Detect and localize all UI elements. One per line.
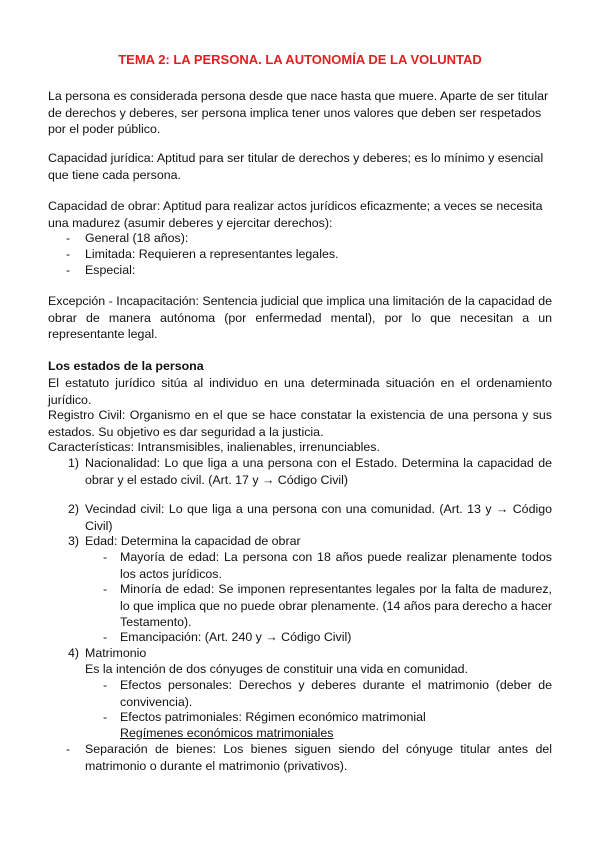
- list-marker: -: [66, 231, 71, 245]
- list-marker: -: [103, 710, 108, 724]
- list-marker: -: [103, 630, 108, 644]
- paragraph-capacidad-juridica: Capacidad jurídica: Aptitud para ser titular de derechos y deberes; es lo mínimo y esencial que tiene cada persona.: [48, 151, 544, 182]
- list-marker: -: [103, 582, 108, 596]
- list-item-text: Separación de bienes: Los bienes siguen siendo del cónyuge titular antes del matrimonio o durante el matrimonio (privativos).: [85, 742, 552, 773]
- list-item-text: Especial:: [85, 263, 136, 277]
- list-marker: -: [66, 263, 71, 277]
- list-item-text: Limitada: Requieren a representantes legales.: [85, 247, 339, 261]
- list-number: 3): [68, 534, 80, 548]
- paragraph-caracteristicas: Características: Intransmisibles, inalienables, irrenunciables.: [48, 440, 380, 454]
- list-item-text: Emancipación: (Art. 240 y → Código Civil): [120, 630, 352, 644]
- list-number: 1): [68, 456, 80, 470]
- paragraph-capacidad-obrar: Capacidad de obrar: Aptitud para realizar actos jurídicos eficazmente; a veces se necesita una madurez (asumir deberes y ejercitar derechos):: [48, 199, 543, 230]
- list-item-text: Efectos patrimoniales: Régimen económico matrimonial: [120, 710, 426, 724]
- list-item-text: General (18 años):: [85, 231, 189, 245]
- regimenes-heading: Regímenes económicos matrimoniales: [120, 726, 334, 740]
- list-item-text: Nacionalidad: Lo que liga a una persona con el Estado. Determina la capacidad de obrar y el estado civil. (Art. 17 y → Código Civil): [85, 456, 552, 487]
- paragraph-intro: La persona es considerada persona desde que nace hasta que muere. Aparte de ser titular de derechos y deberes, ser persona implica tener unos valores que deben ser respetados por el poder público.: [48, 89, 549, 137]
- paragraph-excepcion: Excepción - Incapacitación: Sentencia judicial que implica una limitación de la capacidad de obrar de manera autónoma (por enfermedad mental), por lo que necesitan a un representante legal.: [48, 294, 552, 342]
- list-number: 2): [68, 502, 80, 516]
- list-item-text: Mayoría de edad: La persona con 18 años puede realizar plenamente todos los actos jurídicos.: [120, 550, 552, 581]
- list-marker: -: [103, 550, 108, 564]
- list-item-text: Vecindad civil: Lo que liga a una persona con una comunidad. (Art. 13 y → Código Civil): [85, 502, 552, 533]
- matrimonio-intro: Es la intención de dos cónyuges de constituir una vida en comunidad.: [85, 662, 468, 676]
- paragraph-registro: Registro Civil: Organismo en el que se hace constatar la existencia de una persona y sus estados. Su objetivo es dar seguridad a la justicia.: [48, 408, 552, 439]
- list-marker: -: [103, 678, 108, 692]
- list-number: 4): [68, 646, 80, 660]
- list-item-text: Minoría de edad: Se imponen representantes legales por la falta de madurez, lo que implica que no puede obrar plenamente. (14 años para derecho a hacer Testamento).: [120, 582, 552, 630]
- list-item-text: Matrimonio: [85, 646, 147, 660]
- document-title: TEMA 2: LA PERSONA. LA AUTONOMÍA DE LA VOLUNTAD: [118, 52, 482, 67]
- paragraph-estatuto: El estatuto jurídico sitúa al individuo en una determinada situación en el ordenamiento jurídico.: [48, 376, 552, 407]
- list-item-text: Efectos personales: Derechos y deberes durante el matrimonio (deber de convivencia).: [120, 678, 552, 709]
- section-heading: Los estados de la persona: [48, 359, 204, 373]
- list-marker: -: [66, 247, 71, 261]
- list-marker: -: [66, 742, 71, 756]
- list-item-text: Edad: Determina la capacidad de obrar: [85, 534, 301, 548]
